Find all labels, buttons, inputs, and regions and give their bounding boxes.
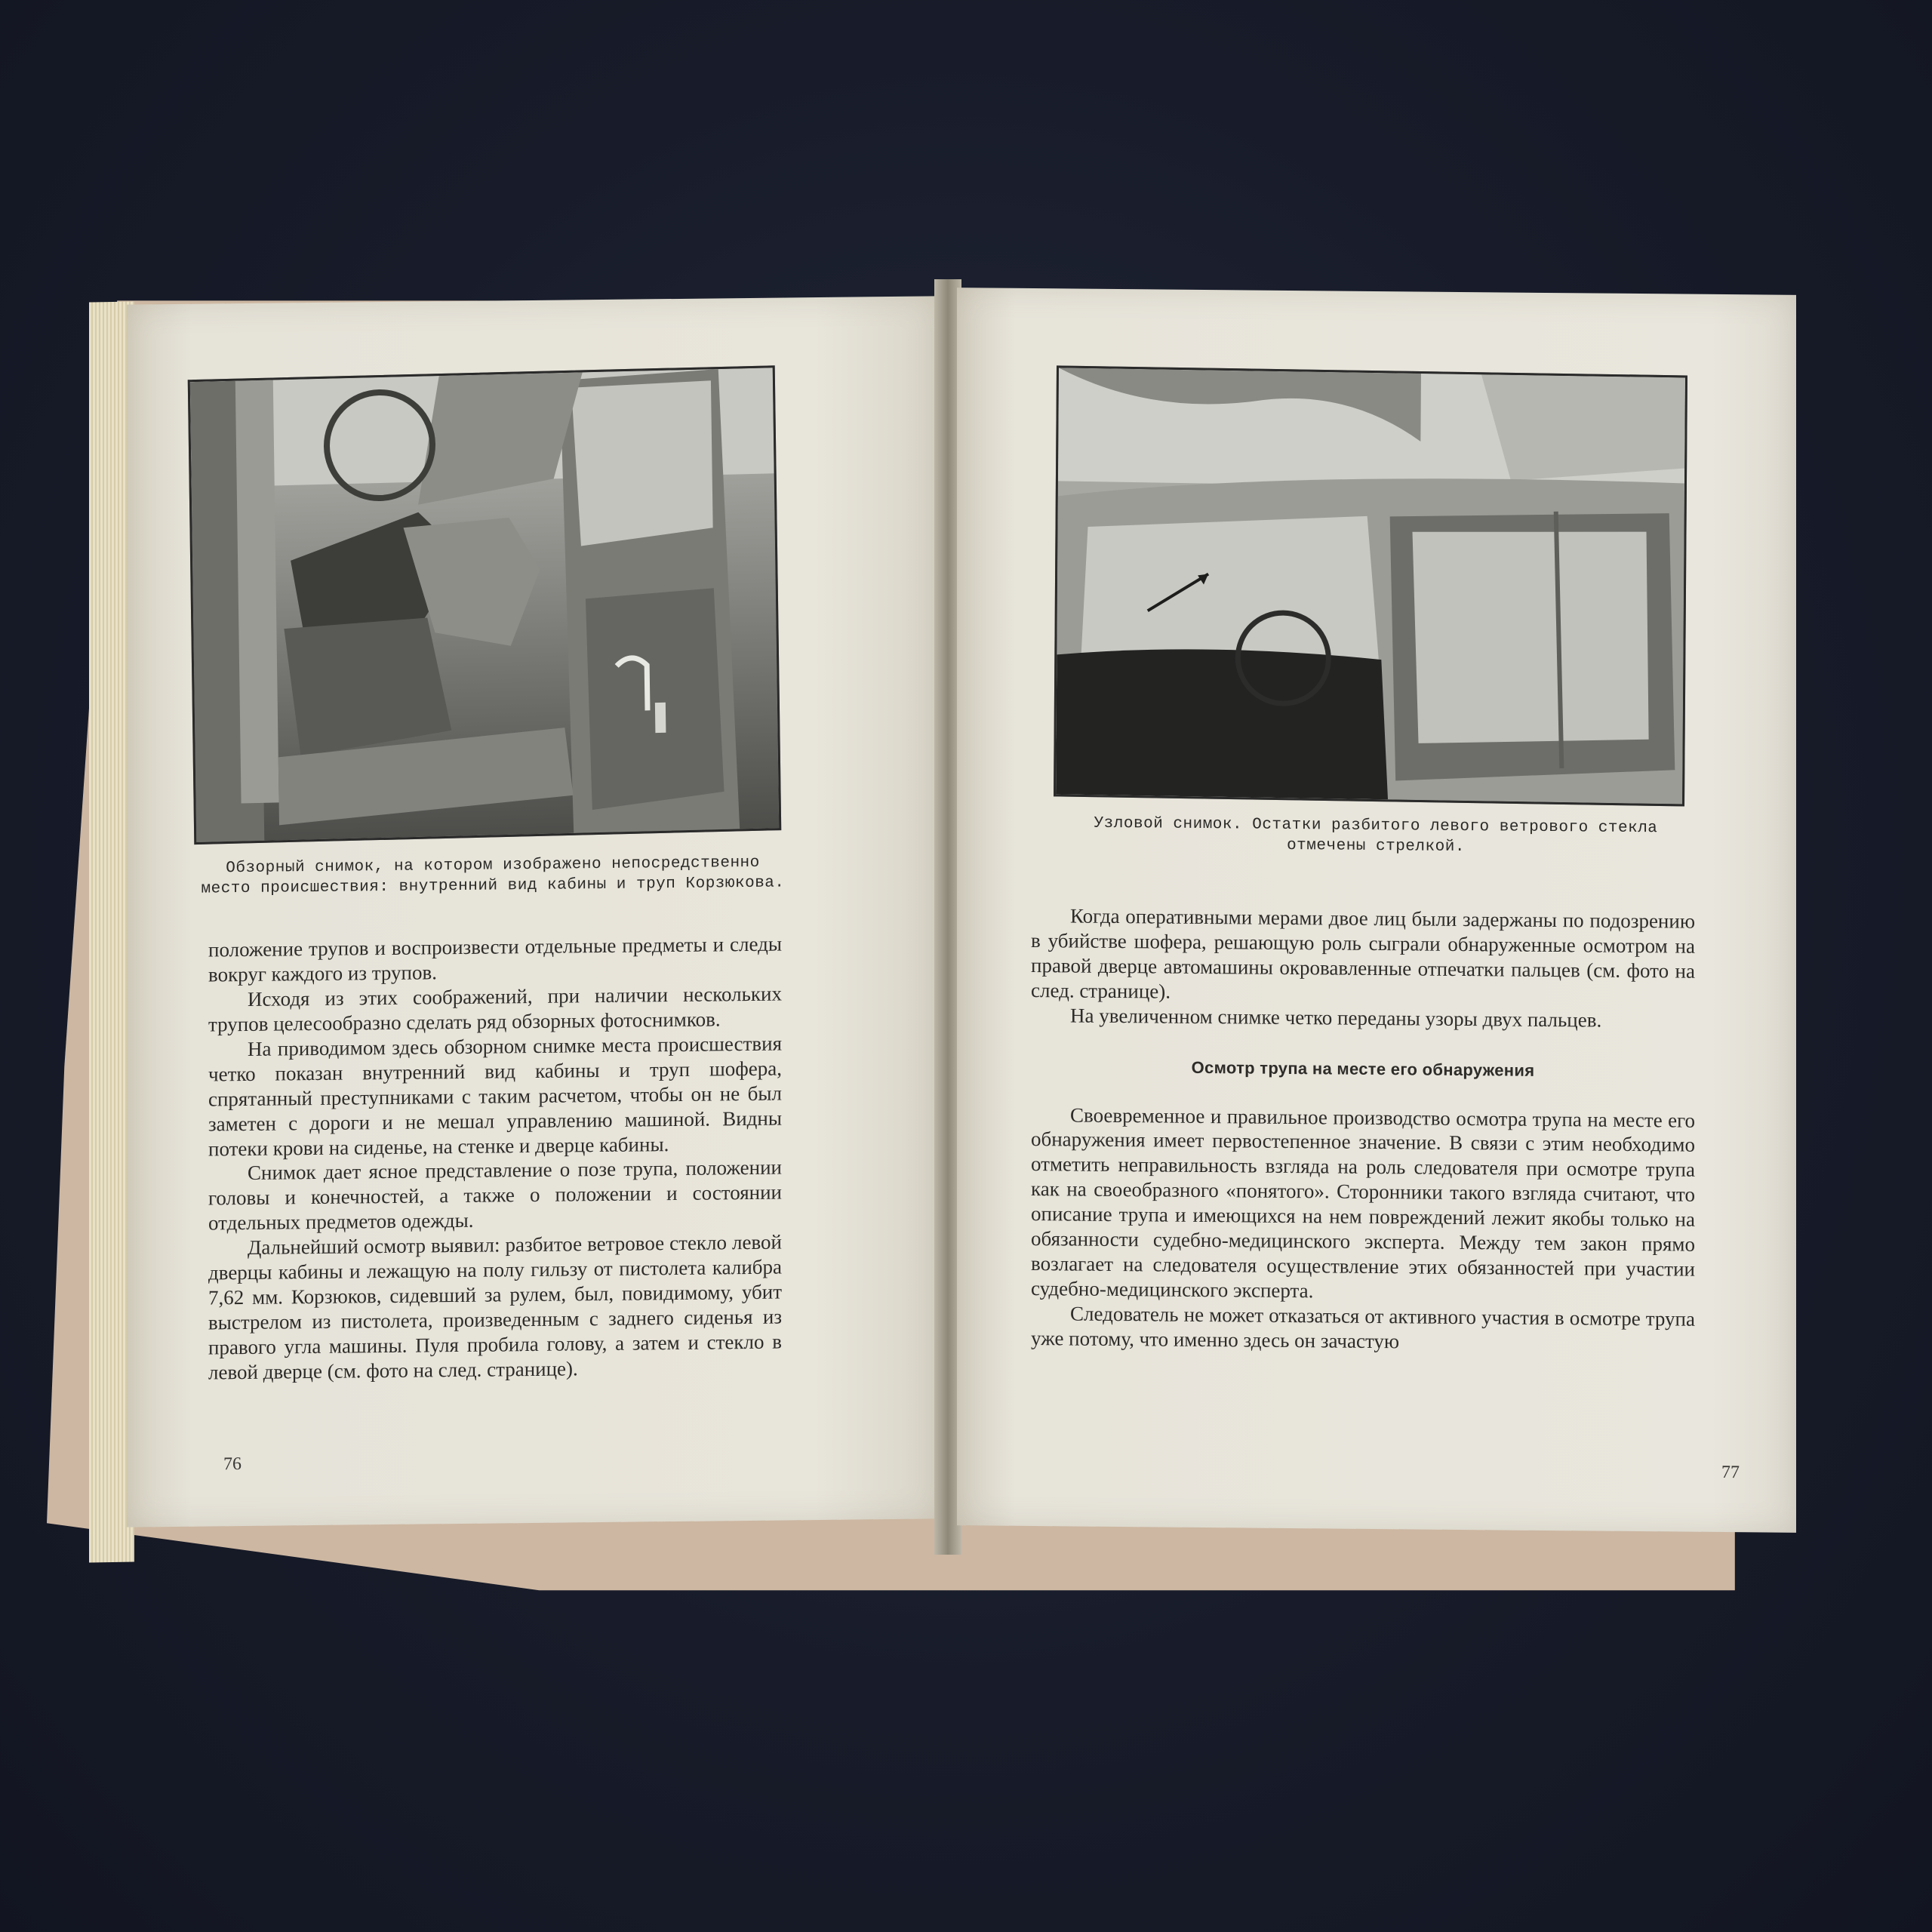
paragraph: Дальнейший осмотр выявил: разбитое ветровое стекло левой дверцы кабины и лежащую на полу гильзу от пистолета калибра 7,62 мм. Корзюков, сидевший за рулем, был, повидимому, убит выстрелом из пистолета, произведенным с заднего сиденья из правого угла машины. Пуля пробила голову, а затем и стекло в левой дверце (см. фото на след. странице).	[208, 1230, 782, 1384]
paragraph: положение трупов и воспроизвести отдельные предметы и следы вокруг каждого из трупов.	[208, 932, 782, 986]
left-body-text	[208, 932, 782, 1386]
paragraph: На приводимом здесь обзорном снимке места происшествия четко показан внутренний вид кабины и труп шофера, спрятанный преступниками с таким расчетом, чтобы он не был заметен с дороги и не мешал управлению машиной. Видны потеки крови на сиденье, на стенке и дверце кабины.	[208, 1032, 782, 1160]
photo-caption: Обзорный снимок, на котором изображено непосредственно место происшествия: внутренний вид кабины и труп Корзюкова.	[201, 854, 785, 898]
paragraph: Следователь не может отказаться от активного участия в осмотре трупа уже потому, что именно здесь он зачастую	[1031, 1302, 1695, 1353]
paragraph: Исходя из этих соображений, при наличии нескольких трупов целесообразно сделать ряд обзорных фотоснимков.	[208, 982, 782, 1036]
paragraph: Своевременное и правильное производство осмотра трупа на месте его обнаружения имеет первостепенное значение. В связи с этим необходимо отметить неправильность взгляда на роль следователя при осмотре трупа как на своеобразного «понятого». Сторонники такого взгляда считают, что описание трупа и имеющихся на нем повреждений лежит якобы только на обязанности судебно-медицинского эксперта. Между тем закон прямо возлагает на следователя осуществление этих обязанностей при участии судебно-медицинского эксперта.	[1031, 1103, 1695, 1303]
photo-caption: Узловой снимок. Остатки разбитого левого ветрового стекла отмечены стрелкой.	[1094, 814, 1658, 857]
car-cabin-photo	[188, 365, 782, 844]
paragraph: Когда оперативными мерами двое лиц были задержаны по подозрению в убийстве шофера, решающую роль сыграли обнаруженные осмотром на правой дверце автомашины окровавленные отпечатки пальцев (см. фото на след. странице).	[1031, 904, 1695, 1003]
section-heading: Осмотр трупа на месте его обнаружения	[1191, 1057, 1535, 1080]
left-page	[127, 296, 936, 1527]
car-cabin-illustration	[190, 368, 779, 842]
right-body-text	[1031, 903, 1695, 1357]
right-page	[957, 288, 1796, 1533]
car-door-illustration	[1056, 368, 1685, 804]
page-number: 77	[1721, 1462, 1740, 1483]
car-door-photo	[1054, 365, 1687, 806]
paragraph: На увеличенном снимке четко переданы узоры двух пальцев.	[1070, 1004, 1602, 1032]
page-number: 76	[223, 1454, 242, 1475]
paragraph: Снимок дает ясное представление о позе трупа, положении головы и конечностей, а также о положении и состоянии отдельных предметов одежды.	[208, 1155, 782, 1235]
